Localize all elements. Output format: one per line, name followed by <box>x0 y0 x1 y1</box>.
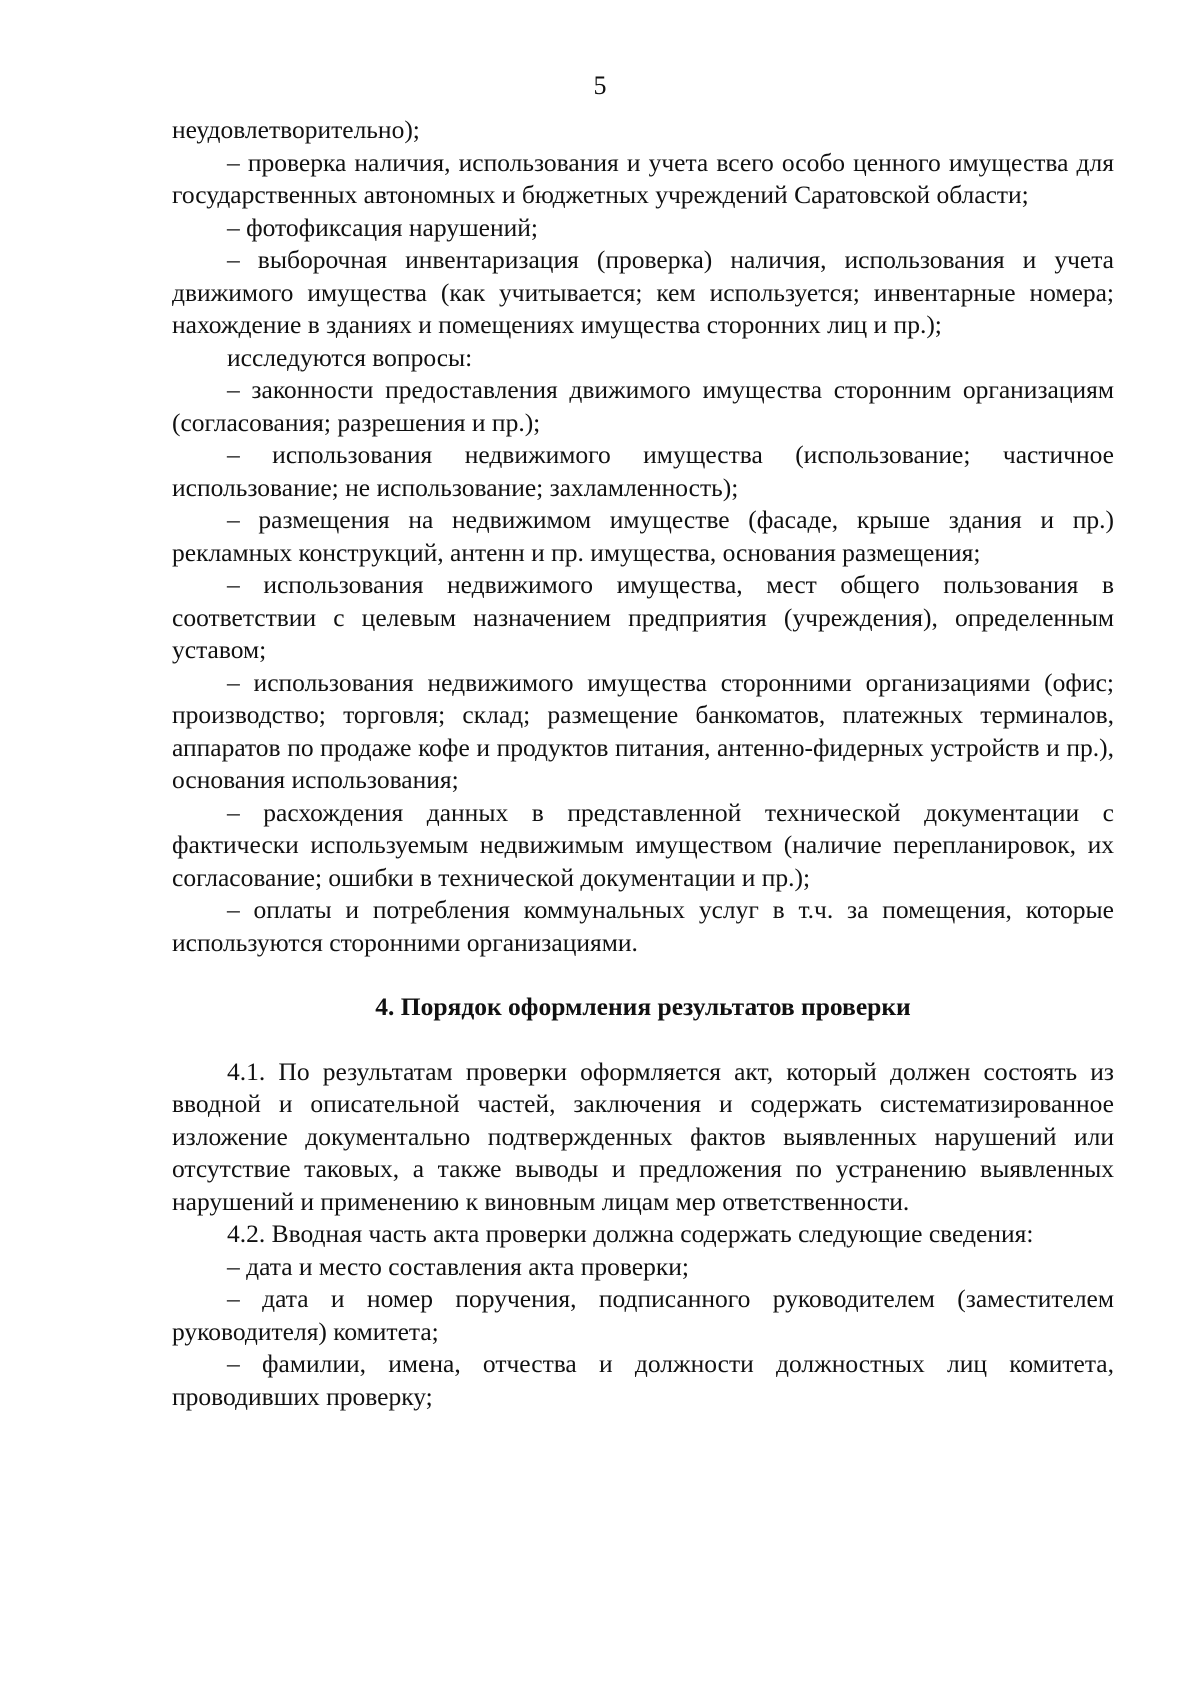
list-item: – фамилии, имена, отчества и должности должностных лиц комитета, проводивших проверку; <box>172 1349 1114 1411</box>
list-item: – дата и номер поручения, подписанного руководителем (заместителем руководителя) комитета; <box>172 1284 1114 1346</box>
list-item: – проверка наличия, использования и учета всего особо ценного имущества для государственных автономных и бюджетных учреждений Саратовской области; <box>172 147 1114 209</box>
list-item: – использования недвижимого имущества, мест общего пользования в соответствии с целевым назначением предприятия (учреждения), определенным уставом; <box>172 570 1114 664</box>
list-item: – фотофиксация нарушений; <box>227 212 538 242</box>
document-body <box>172 114 1114 1413</box>
list-item: – оплаты и потребления коммунальных услуг в т.ч. за помещения, которые используются сторонними организациями. <box>172 895 1114 957</box>
list-item: – выборочная инвентаризация (проверка) наличия, использования и учета движимого имущества (как учитывается; кем используется; инвентарные номера; нахождение в зданиях и помещениях имущества сторонних лиц и пр.); <box>172 245 1114 339</box>
section-heading: 4. Порядок оформления результатов проверки <box>375 992 911 1021</box>
paragraph: исследуются вопросы: <box>227 342 473 372</box>
paragraph: 4.1. По результатам проверки оформляется акт, который должен состоять из вводной и описательной частей, заключения и содержать систематизированное изложение документально подтвержденных фактов выявленных нарушений или отсутствие таковых, а также выводы и предложения по устранению выявленных нарушений и применению к виновным лицам мер ответственности. <box>172 1056 1114 1216</box>
paragraph: 4.2. Вводная часть акта проверки должна содержать следующие сведения: <box>227 1219 1034 1248</box>
list-item: – законности предоставления движимого имущества сторонним организациям (согласования; разрешения и пр.); <box>172 375 1114 437</box>
page-number: 5 <box>593 71 607 100</box>
list-item: – дата и место составления акта проверки; <box>227 1251 689 1281</box>
list-item: – расхождения данных в представленной технической документации с фактически используемым недвижимым имуществом (наличие перепланировок, их согласование; ошибки в технической документации и пр.); <box>172 797 1114 892</box>
list-item: – размещения на недвижимом имуществе (фасаде, крыше здания и пр.) рекламных конструкций, антенн и пр. имущества, основания размещения; <box>172 505 1114 567</box>
paragraph: неудовлетворительно); <box>172 115 420 144</box>
list-item: – использования недвижимого имущества (использование; частичное использование; не использование; захламленность); <box>172 440 1114 502</box>
list-item: – использования недвижимого имущества сторонними организациями (офис; производство; торговля; склад; размещение банкоматов, платежных терминалов, аппаратов по продаже кофе и продуктов питания, антенно-фидерных устройств и пр.), основания использования; <box>172 667 1114 794</box>
